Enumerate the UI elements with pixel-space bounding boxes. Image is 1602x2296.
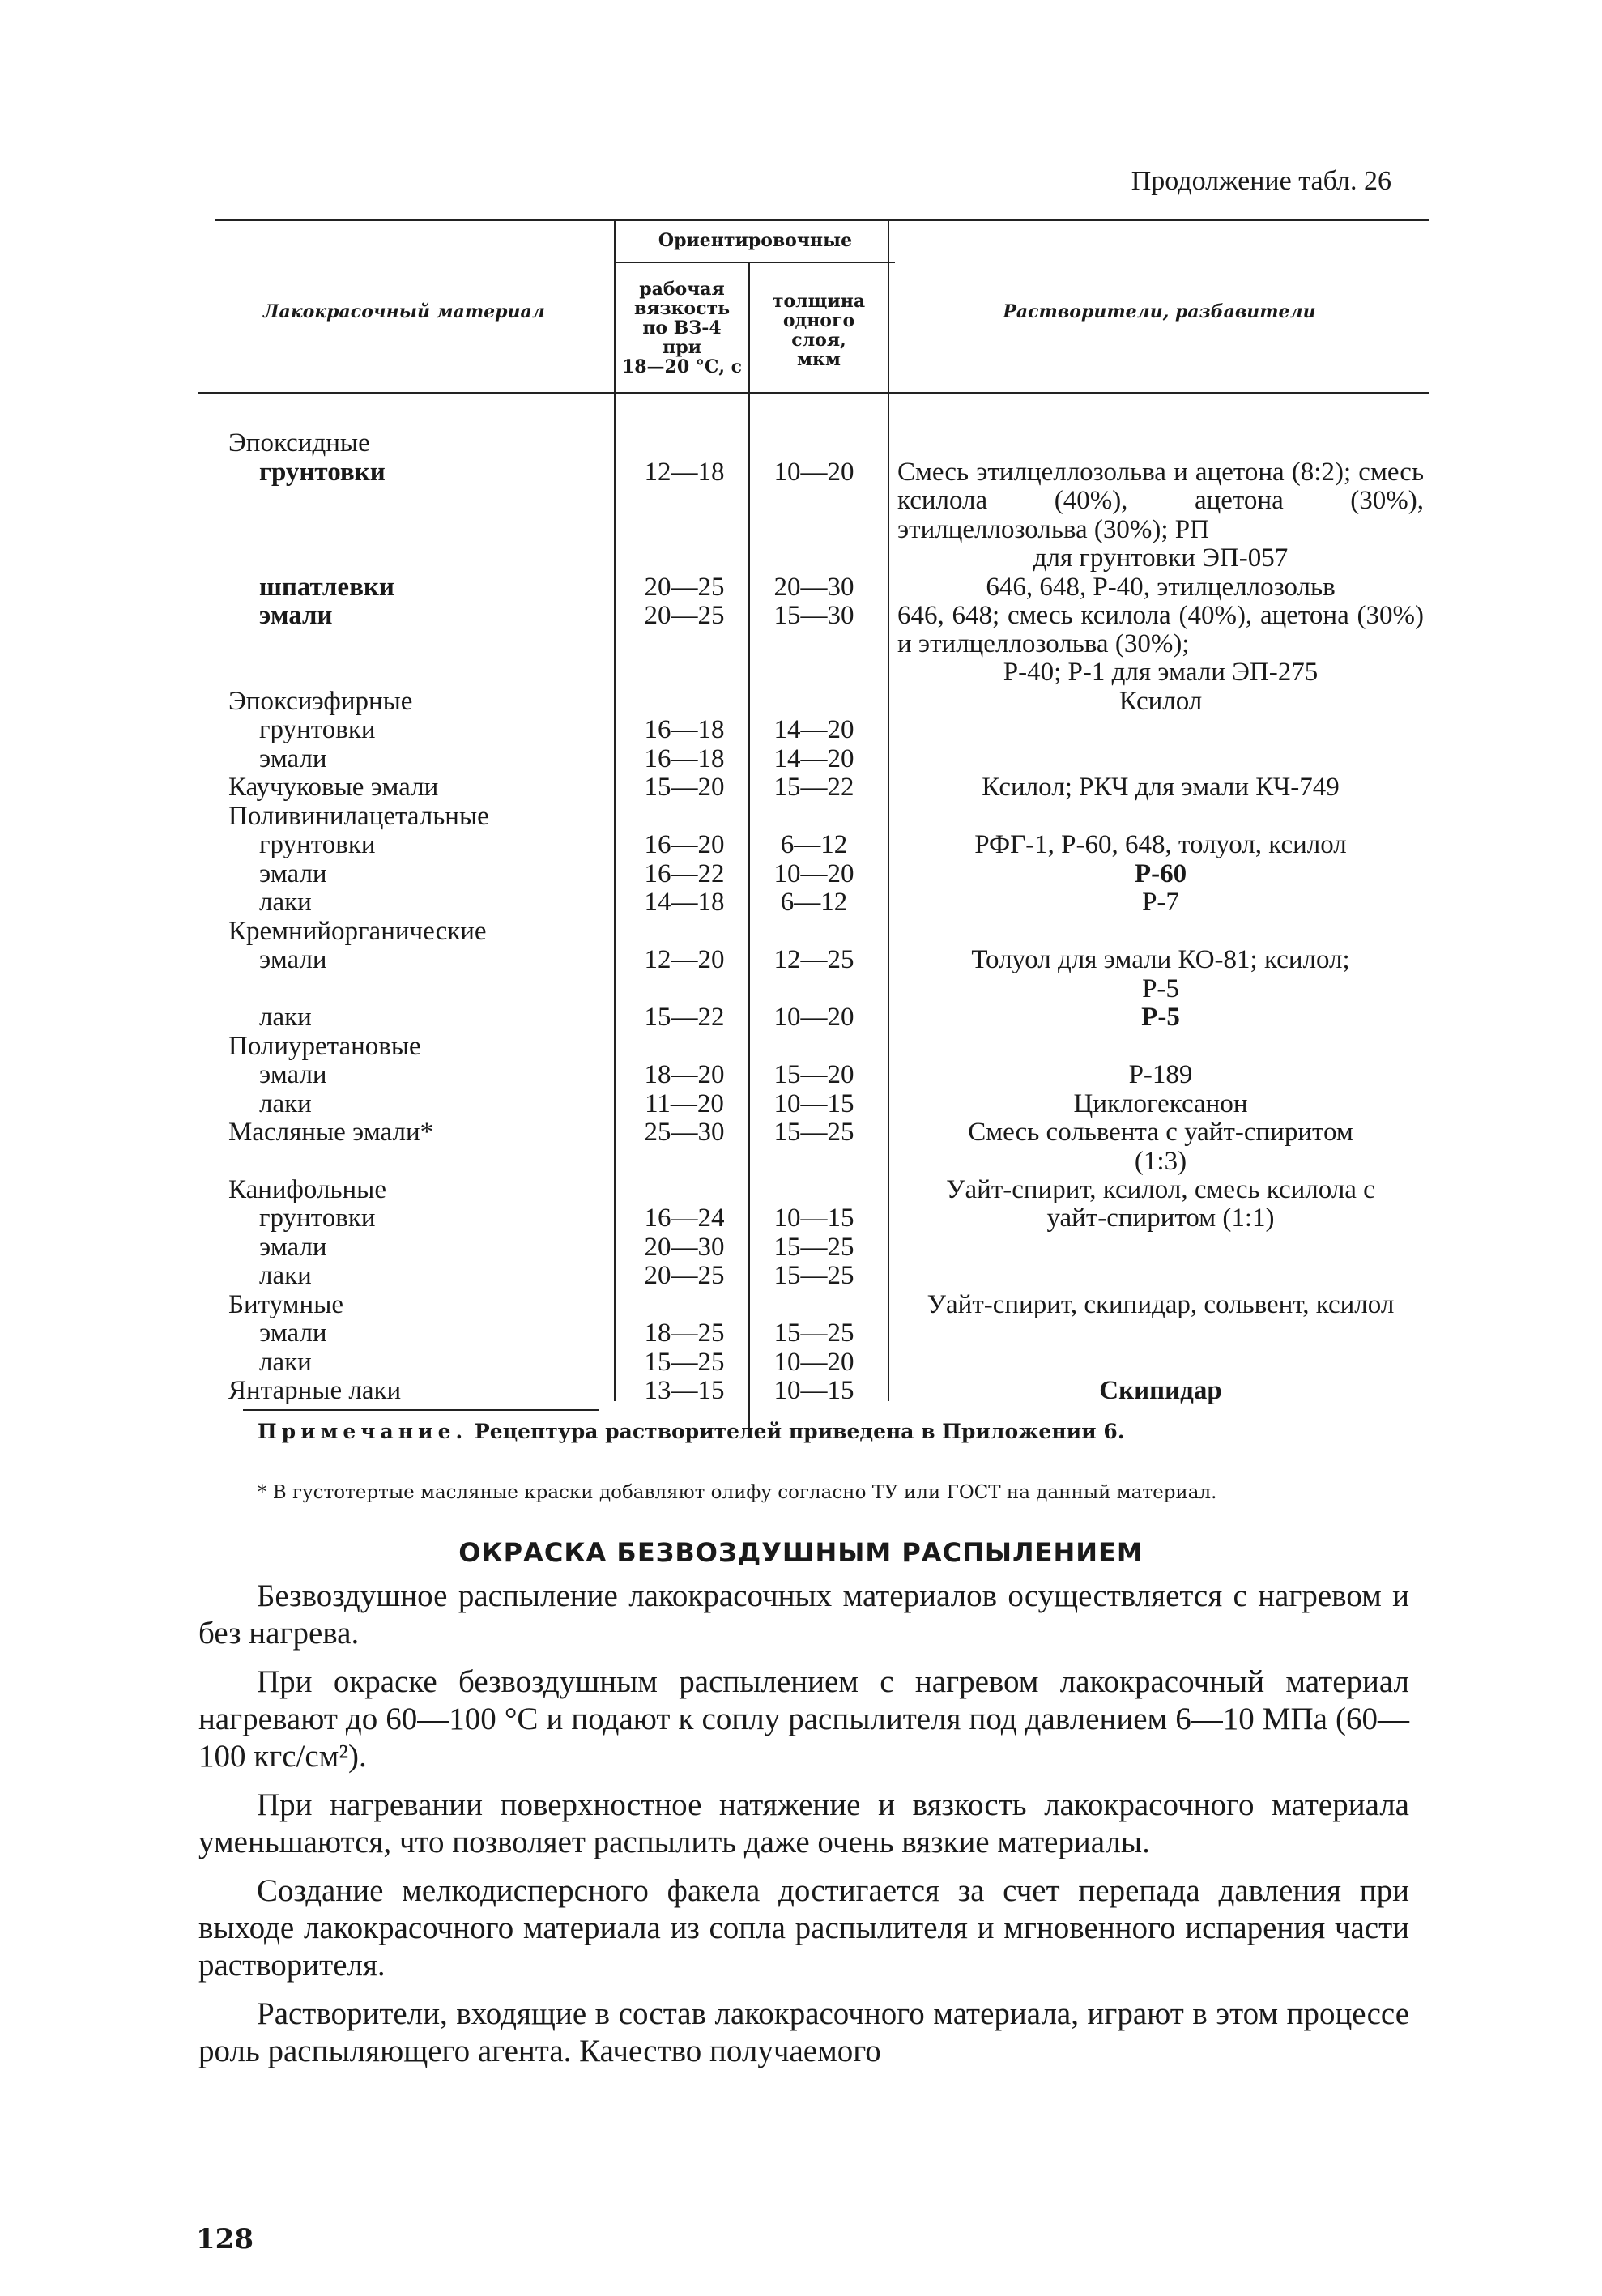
viscosity-cell: 20—25 (644, 573, 725, 602)
row-label: Эпоксидные (228, 428, 370, 458)
solvent-cell: Р-5 (1141, 1003, 1180, 1032)
row-label: грунтовки (259, 715, 376, 744)
row-label: Канифольные (228, 1175, 386, 1204)
thickness-cell: 15—25 (773, 1261, 854, 1290)
row-label: эмали (259, 859, 327, 888)
table-note (258, 1420, 1125, 1443)
page-number: 128 (196, 2223, 254, 2256)
thickness-cell: 10—20 (773, 1003, 854, 1032)
row-label: грунтовки (259, 458, 386, 487)
viscosity-cell: 18—25 (644, 1318, 725, 1348)
viscosity-cell: 16—24 (644, 1203, 725, 1233)
solvent-cell: Уайт-спирит, ксилол, смесь ксилола с (946, 1175, 1375, 1204)
column-divider-3 (888, 220, 889, 1401)
row-label: Масляные эмали* (228, 1118, 434, 1147)
row-label: грунтовки (259, 830, 376, 859)
viscosity-cell: 11—20 (645, 1089, 724, 1118)
thickness-cell: 15—30 (773, 601, 854, 630)
thickness-cell: 6—12 (780, 830, 848, 859)
row-label: шпатлевки (259, 573, 394, 602)
row-label: Янтарные лаки (228, 1376, 402, 1405)
paragraph: Создание мелкодисперсного факела достигается за счет перепада давления при выходе лакокрасочного материала из сопла распылителя и мгновенного испарения части растворителя. (198, 1873, 1409, 1983)
solvent-cell: Циклогексанон (1073, 1089, 1248, 1118)
solvent-cell: Уайт-спирит, скипидар, сольвент, ксилол (927, 1290, 1395, 1319)
solvent-cell: Р-40; Р-1 для эмали ЭП-275 (1003, 658, 1319, 687)
header-viscosity: рабочая вязкость по ВЗ-4 при 18—20 °С, с (621, 279, 743, 377)
paragraph: Безвоздушное распыление лакокрасочных материалов осуществляется с нагревом и без нагрева. (198, 1578, 1409, 1651)
thickness-cell: 14—20 (773, 715, 854, 744)
thickness-cell: 15—25 (773, 1318, 854, 1348)
viscosity-cell: 20—30 (644, 1233, 725, 1262)
solvent-cell: 646, 648, Р-40, этилцеллозольв (986, 573, 1336, 602)
thickness-cell: 10—15 (773, 1376, 854, 1405)
solvent-cell: Р-60 (1134, 859, 1187, 888)
viscosity-cell: 15—25 (644, 1348, 725, 1377)
viscosity-cell: 18—20 (644, 1060, 725, 1089)
viscosity-cell: 12—20 (644, 945, 725, 974)
header-thickness: толщина одного слоя, мкм (772, 291, 866, 370)
thickness-cell: 15—25 (773, 1233, 854, 1262)
body-text (198, 1578, 1409, 2081)
thickness-cell: 10—20 (773, 1348, 854, 1377)
row-label: эмали (259, 1060, 327, 1089)
paragraph: При нагревании поверхностное натяжение и вязкость лакокрасочного материала уменьшаются, что позволяет распылить даже очень вязкие материалы. (198, 1787, 1409, 1859)
note-text: Рецептура растворителей приведена в Приложении 6. (474, 1420, 1125, 1443)
row-label: лаки (259, 888, 312, 917)
thickness-cell: 10—20 (773, 458, 854, 487)
thickness-cell: 10—20 (773, 859, 854, 888)
solvent-cell: РФГ-1, Р-60, 648, толуол, ксилол (974, 830, 1347, 859)
row-label: лаки (259, 1089, 312, 1118)
thickness-cell: 10—15 (773, 1089, 854, 1118)
solvent-cell: Смесь сольвента с уайт-спиритом (968, 1118, 1353, 1147)
row-label: эмали (259, 601, 333, 630)
viscosity-cell: 16—18 (644, 744, 725, 773)
header-group: Ориентировочные (658, 230, 853, 251)
thickness-cell: 14—20 (773, 744, 854, 773)
viscosity-cell: 15—22 (644, 1003, 725, 1032)
footnote: * В густотертые масляные краски добавляют олифу согласно ТУ или ГОСТ на данный материал. (258, 1482, 1217, 1503)
row-label: Битумные (228, 1290, 344, 1319)
solvent-cell: Скипидар (1099, 1376, 1222, 1405)
solvent-cell: уайт-спиритом (1:1) (1046, 1203, 1275, 1233)
header-material: Лакокрасочный материал (263, 301, 545, 322)
row-label: Полиуретановые (228, 1032, 421, 1061)
solvent-cell: Ксилол (1118, 687, 1203, 716)
paragraph: При окраске безвоздушным распылением с нагревом лакокрасочный материал нагревают до 60—100 °С и подают к соплу распылителя под давлением 6—10 МПа (60—100 кгс/см²). (198, 1664, 1409, 1774)
viscosity-cell: 16—22 (644, 859, 725, 888)
header-bottom-rule (198, 392, 1429, 394)
row-label: эмали (259, 945, 327, 974)
row-label: Эпоксиэфирные (228, 687, 413, 716)
solvent-cell: Р-189 (1128, 1060, 1193, 1089)
header-solvents: Растворители, разбавители (1003, 301, 1316, 322)
viscosity-cell: 15—20 (644, 773, 725, 802)
row-label: эмали (259, 1318, 327, 1348)
solvent-cell: Ксилол; РКЧ для эмали КЧ-749 (982, 773, 1340, 802)
row-label: Поливинилацетальные (228, 802, 489, 831)
thickness-cell: 20—30 (773, 573, 854, 602)
note-label: Примечание. (258, 1420, 468, 1443)
table-caption: Продолжение табл. 26 (1131, 166, 1391, 196)
thickness-cell: 12—25 (773, 945, 854, 974)
table-top-rule (215, 219, 1429, 221)
paragraph: Растворители, входящие в состав лакокрасочного материала, играют в этом процессе роль распыляющего агента. Качество получаемого (198, 1996, 1409, 2068)
row-label: лаки (259, 1003, 312, 1032)
viscosity-cell: 14—18 (644, 888, 725, 917)
row-label: эмали (259, 744, 327, 773)
row-label: лаки (259, 1348, 312, 1377)
solvent-cell: для грунтовки ЭП-057 (1033, 543, 1289, 573)
viscosity-cell: 12—18 (644, 458, 725, 487)
viscosity-cell: 20—25 (644, 601, 725, 630)
section-title: ОКРАСКА БЕЗВОЗДУШНЫМ РАСПЫЛЕНИЕМ (458, 1537, 1144, 1568)
solvent-cell: Толуол для эмали КО-81; ксилол; (971, 945, 1350, 974)
viscosity-cell: 25—30 (644, 1118, 725, 1147)
thickness-cell: 15—20 (773, 1060, 854, 1089)
thickness-cell: 15—25 (773, 1118, 854, 1147)
viscosity-cell: 16—20 (644, 830, 725, 859)
solvent-cell: 646, 648; смесь ксилола (40%), ацетона (30%) и этилцеллозольва (30%); (897, 601, 1424, 659)
viscosity-cell: 16—18 (644, 715, 725, 744)
row-label: эмали (259, 1233, 327, 1262)
thickness-cell: 10—15 (773, 1203, 854, 1233)
viscosity-cell: 13—15 (644, 1376, 725, 1405)
thickness-cell: 15—22 (773, 773, 854, 802)
row-label: грунтовки (259, 1203, 376, 1233)
table-bottom-rule (243, 1409, 599, 1411)
thickness-cell: 6—12 (780, 888, 848, 917)
row-label: Кремнийорганические (228, 917, 487, 946)
solvent-cell: Р-5 (1142, 974, 1179, 1003)
solvent-cell: Смесь этилцеллозольва и ацетона (8:2); смесь ксилола (40%), ацетона (30%), этилцеллозольва (30%); РП (897, 458, 1424, 544)
viscosity-cell: 20—25 (644, 1261, 725, 1290)
header-group-rule (616, 262, 895, 263)
row-label: лаки (259, 1261, 312, 1290)
solvent-cell: Р-7 (1142, 888, 1179, 917)
row-label: Каучуковые эмали (228, 773, 439, 802)
solvent-cell: (1:3) (1134, 1147, 1187, 1176)
